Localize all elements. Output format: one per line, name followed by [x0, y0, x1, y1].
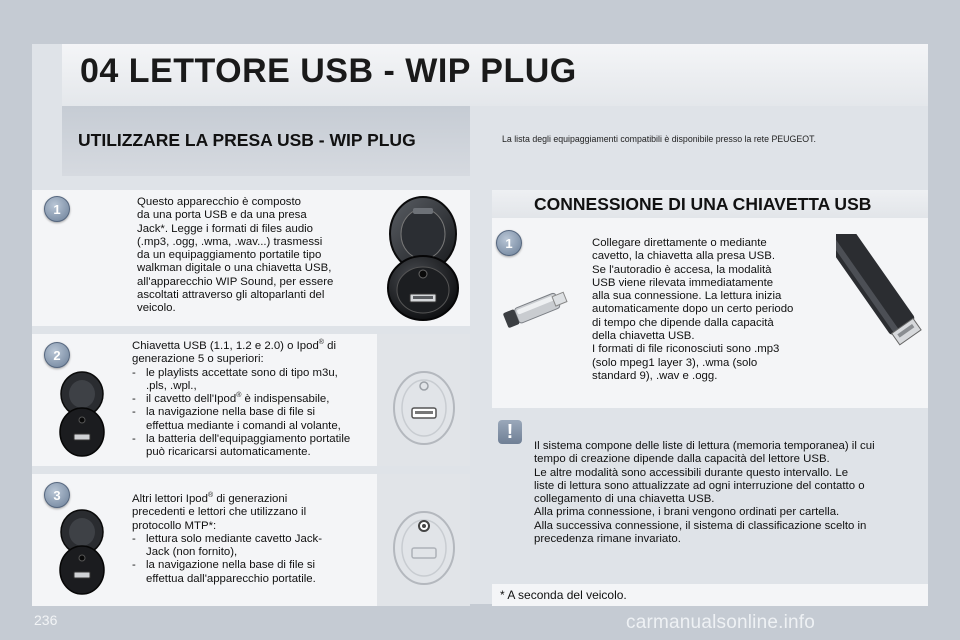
warning-text	[534, 440, 924, 546]
usb-socket-line-drawing-icon	[390, 366, 458, 450]
text-line: veicolo.	[137, 302, 176, 315]
text-line: (.mp3, .ogg, .wma, .wav...) trasmessi	[137, 235, 323, 248]
list-item	[132, 393, 376, 406]
text-line: collegamento di una chiavetta USB.	[534, 493, 715, 506]
text-fragment: la batteria dell'equipaggiamento portatile	[146, 433, 351, 446]
text-line: generazione 5 o superiori:	[132, 353, 264, 366]
text-line: tempo di creazione dipende dalla capacità del lettore USB.	[534, 453, 830, 466]
text-fragment: le playlists accettate sono di tipo m3u,	[146, 366, 338, 379]
text-line: protocollo MTP*:	[132, 519, 217, 532]
registered-mark: ®	[318, 339, 324, 347]
text-fragment: effettua dall'apparecchio portatile.	[146, 572, 316, 585]
text-line: I formati di file riconosciuti sono .mp3	[592, 343, 780, 356]
text-fragment: Altri lettori Ipod	[132, 493, 208, 505]
text-line: Collegare direttamente o mediante	[592, 237, 767, 249]
list-item	[132, 559, 376, 586]
text-line: precedenti e lettori che utilizzano il	[132, 506, 307, 519]
list-item	[132, 406, 376, 433]
list-item	[132, 533, 376, 560]
usb-socket-closed-icon	[58, 370, 106, 458]
text-line: Alla prima connessione, i brani vengono ordinati per cartella.	[534, 506, 840, 519]
text-line: da una porta USB e da una presa	[137, 209, 307, 222]
text-fragment: Jack (non fornito),	[146, 546, 238, 559]
limitations-list	[132, 533, 376, 586]
section-title: UTILIZZARE LA PRESA USB - WIP PLUG	[78, 130, 416, 150]
text-line	[132, 493, 376, 506]
panel-3-text	[132, 493, 376, 586]
text-line: Il sistema compone delle liste di lettura (memoria temporanea) il cui	[534, 440, 875, 452]
text-line: liste di lettura sono attualizzate ad ogni interruzione del contatto o	[534, 479, 865, 492]
page-number: 236	[34, 612, 58, 628]
connection-title: CONNESSIONE DI UNA CHIAVETTA USB	[534, 194, 872, 214]
jack-socket-closed-icon	[58, 508, 106, 596]
text-line: Alla successiva connessione, il sistema di classificazione scelto in	[534, 519, 867, 532]
compatibility-note: La lista degli equipaggiamenti compatibili è disponibile presso la rete PEUGEOT.	[502, 134, 816, 144]
list-item	[132, 433, 376, 460]
text-fragment: di	[323, 340, 336, 352]
text-fragment: la navigazione nella base di file si	[146, 559, 316, 572]
text-fragment: Chiavetta USB (1.1, 1.2 e 2.0) o Ipod	[132, 340, 319, 352]
text-fragment: il cavetto dell'Ipod	[146, 393, 237, 406]
text-line: Le altre modalità sono accessibili durante questo intervallo. Le	[534, 466, 849, 479]
text-line: da un equipaggiamento portatile tipo	[137, 249, 322, 262]
step-badge-2: 2	[44, 342, 70, 368]
registered-mark: ®	[236, 392, 242, 400]
text-line: della chiavetta USB.	[592, 330, 695, 343]
step-badge-connection: 1	[496, 230, 522, 256]
usb-stick-icon	[502, 288, 574, 332]
text-fragment: lettura solo mediante cavetto Jack-	[146, 532, 323, 545]
watermark: carmanualsonline.info	[626, 612, 816, 633]
text-fragment: la navigazione nella base di file si	[146, 406, 316, 419]
text-line: di tempo che dipende dalla capacità	[592, 316, 774, 329]
step-badge-1: 1	[44, 196, 70, 222]
text-fragment: di generazioni	[213, 493, 288, 505]
panel-2-text	[132, 340, 376, 460]
text-line: automaticamente dopo un certo periodo	[592, 303, 794, 316]
text-line: standard 9), .wav e .ogg.	[592, 369, 718, 382]
text-fragment: è indispensabile,	[241, 393, 330, 406]
text-line: all'apparecchio WIP Sound, per essere	[137, 275, 334, 288]
text-line: ascoltati attraverso gli altoparlanti del	[137, 289, 325, 302]
footnote: * A seconda del veicolo.	[500, 588, 627, 602]
text-line: Se l'autoradio è accesa, la modalità	[592, 263, 772, 276]
page-title: 04 LETTORE USB - WIP PLUG	[80, 52, 577, 90]
text-line: cavetto, la chiavetta alla presa USB.	[592, 250, 775, 263]
text-fragment: .pls, .wpl.,	[146, 379, 197, 392]
usb-cable-icon	[836, 234, 928, 356]
jack-socket-line-drawing-icon	[390, 506, 458, 590]
requirements-list	[132, 367, 376, 460]
text-line	[132, 340, 376, 353]
text-fragment: effettua mediante i comandi al volante,	[146, 419, 341, 432]
text-line: USB viene rilevata immediatamente	[592, 276, 774, 289]
registered-mark: ®	[207, 492, 214, 500]
step-badge-3: 3	[44, 482, 70, 508]
usb-socket-open-icon	[385, 194, 461, 322]
text-line: precedenza rimane invariato.	[534, 533, 681, 546]
warning-icon: !	[498, 420, 522, 444]
text-fragment: può ricaricarsi automaticamente.	[146, 446, 311, 459]
list-item	[132, 367, 376, 394]
text-line: alla sua connessione. La lettura inizia	[592, 290, 782, 303]
text-line: walkman digitale o una chiavetta USB,	[137, 262, 332, 275]
text-line: Questo apparecchio è composto	[137, 196, 301, 208]
connection-text	[592, 237, 832, 383]
panel-1-text	[137, 196, 377, 316]
text-line: Jack*. Legge i formati di files audio	[137, 222, 314, 235]
text-line: (solo mpeg1 layer 3), .wma (solo	[592, 356, 758, 369]
